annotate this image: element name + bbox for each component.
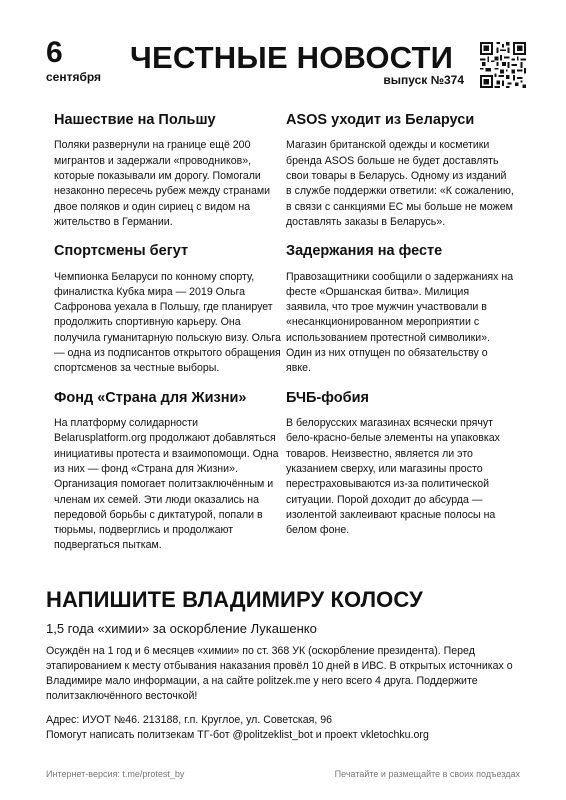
newspaper-title: ЧЕСТНЫЕ НОВОСТИ (130, 40, 454, 75)
appeal-title: НАПИШИТЕ ВЛАДИМИРУ КОЛОСУ (46, 587, 423, 612)
article-text: На платформу солидарности Belarusplatform.org продолжают добавляться инициативы протеста и взаимопомощи. Одна из них — фонд «Страна для Жизни». Организация помогает политзаключённым и членам их семей. Эти люди оказались на передовой борьбы с диктатурой, попали в тюрьмы, подверглись и продолжают подвергаться пыткам. (54, 417, 279, 552)
article-title: ASOS уходит из Беларуси (286, 112, 475, 128)
article-title: Нашествие на Польшу (54, 112, 216, 128)
article-title: Фонд «Страна для Жизни» (54, 389, 247, 406)
appeal-body: Осуждён на 1 год и 6 месяцев «химии» по ст. 368 УК (оскорбление президента). Перед этапированием к месту отбывания наказания провёл 10 дней в ИВС. В открытых источниках о Владимире мало информации, а на сайте politzek.me у него всего 4 друга. Поддержите политзаключённого весточкой! (46, 645, 513, 703)
article-title: Задержания на фесте (286, 243, 443, 260)
article (54, 243, 282, 376)
masthead (46, 36, 526, 92)
issue-day: 6 (46, 36, 63, 69)
left-column (54, 112, 282, 567)
article (54, 112, 282, 230)
footer-web-version: Интернет-версия: t.me/protest_by (46, 769, 185, 779)
article (54, 390, 282, 554)
article-text: Магазин британской одежды и косметики бренда ASOS больше не будет доставлять свои товары в Беларусь. Одному из изданий в службе поддержки ответили: «К сожалению, в связи с санкциями ЕС мы больше не можем доставлять заказы в Беларусь». (286, 139, 514, 228)
qr-code-icon (480, 42, 526, 88)
article-text: Поляки развернули на границе ещё 200 мигрантов и задержали «проводников», которые показывали им дорогу. Помогали незаконно пересечь рубеж между странами двое поляков и один сириец с видом на жительство в Германии. (54, 139, 271, 228)
footer-print-note: Печатайте и размещайте в своих подъездах (334, 769, 520, 779)
article (286, 243, 514, 376)
issue-month: сентября (46, 70, 102, 84)
address-line: Адрес: ИУОТ №46. 213188, г.п. Круглое, ул. Советская, 96 (46, 714, 333, 727)
article-text: В белорусских магазинах всячески прячут бело-красно-белые элементы на упаковках товаров. Неизвестно, является ли это указанием сверху, или магазины просто перестраховываются из-за политической ситуации. Порой доходит до абсурда — изолентой заклеивают красные полосы на белом фоне. (286, 417, 500, 537)
article-text: Правозащитники сообщили о задержаниях на фесте «Оршанская битва». Милиция заявила, что трое мужчин участвовали в «несанкционированном мероприятии с использованием протестной символики». Один из них отпущен по обязательству о явке. (286, 270, 514, 375)
issue-number: выпуск №374 (383, 73, 464, 87)
article (286, 112, 514, 230)
article-title: БЧБ-фобия (286, 389, 369, 406)
help-line: Помогут написать политзекам ТГ-бот @politzeklist_bot и проект vkletochku.org (46, 729, 429, 742)
prison-address (46, 713, 526, 743)
right-column (286, 112, 514, 551)
appeal-subtitle: 1,5 года «химии» за оскорбление Лукашенко (46, 621, 317, 637)
letter-appeal (46, 588, 526, 743)
article (286, 390, 514, 539)
article-text: Чемпионка Беларуси по конному спорту, финалистка Кубка мира — 2019 Ольга Сафронова уехала в Польшу, где планирует продолжить спортивную карьеру. Она получила гуманитарную польскую визу. Ольга — одна из подписантов открытого обращения спортсменов за честные выборы. (54, 270, 281, 375)
article-title: Спортсмены бегут (54, 243, 189, 260)
